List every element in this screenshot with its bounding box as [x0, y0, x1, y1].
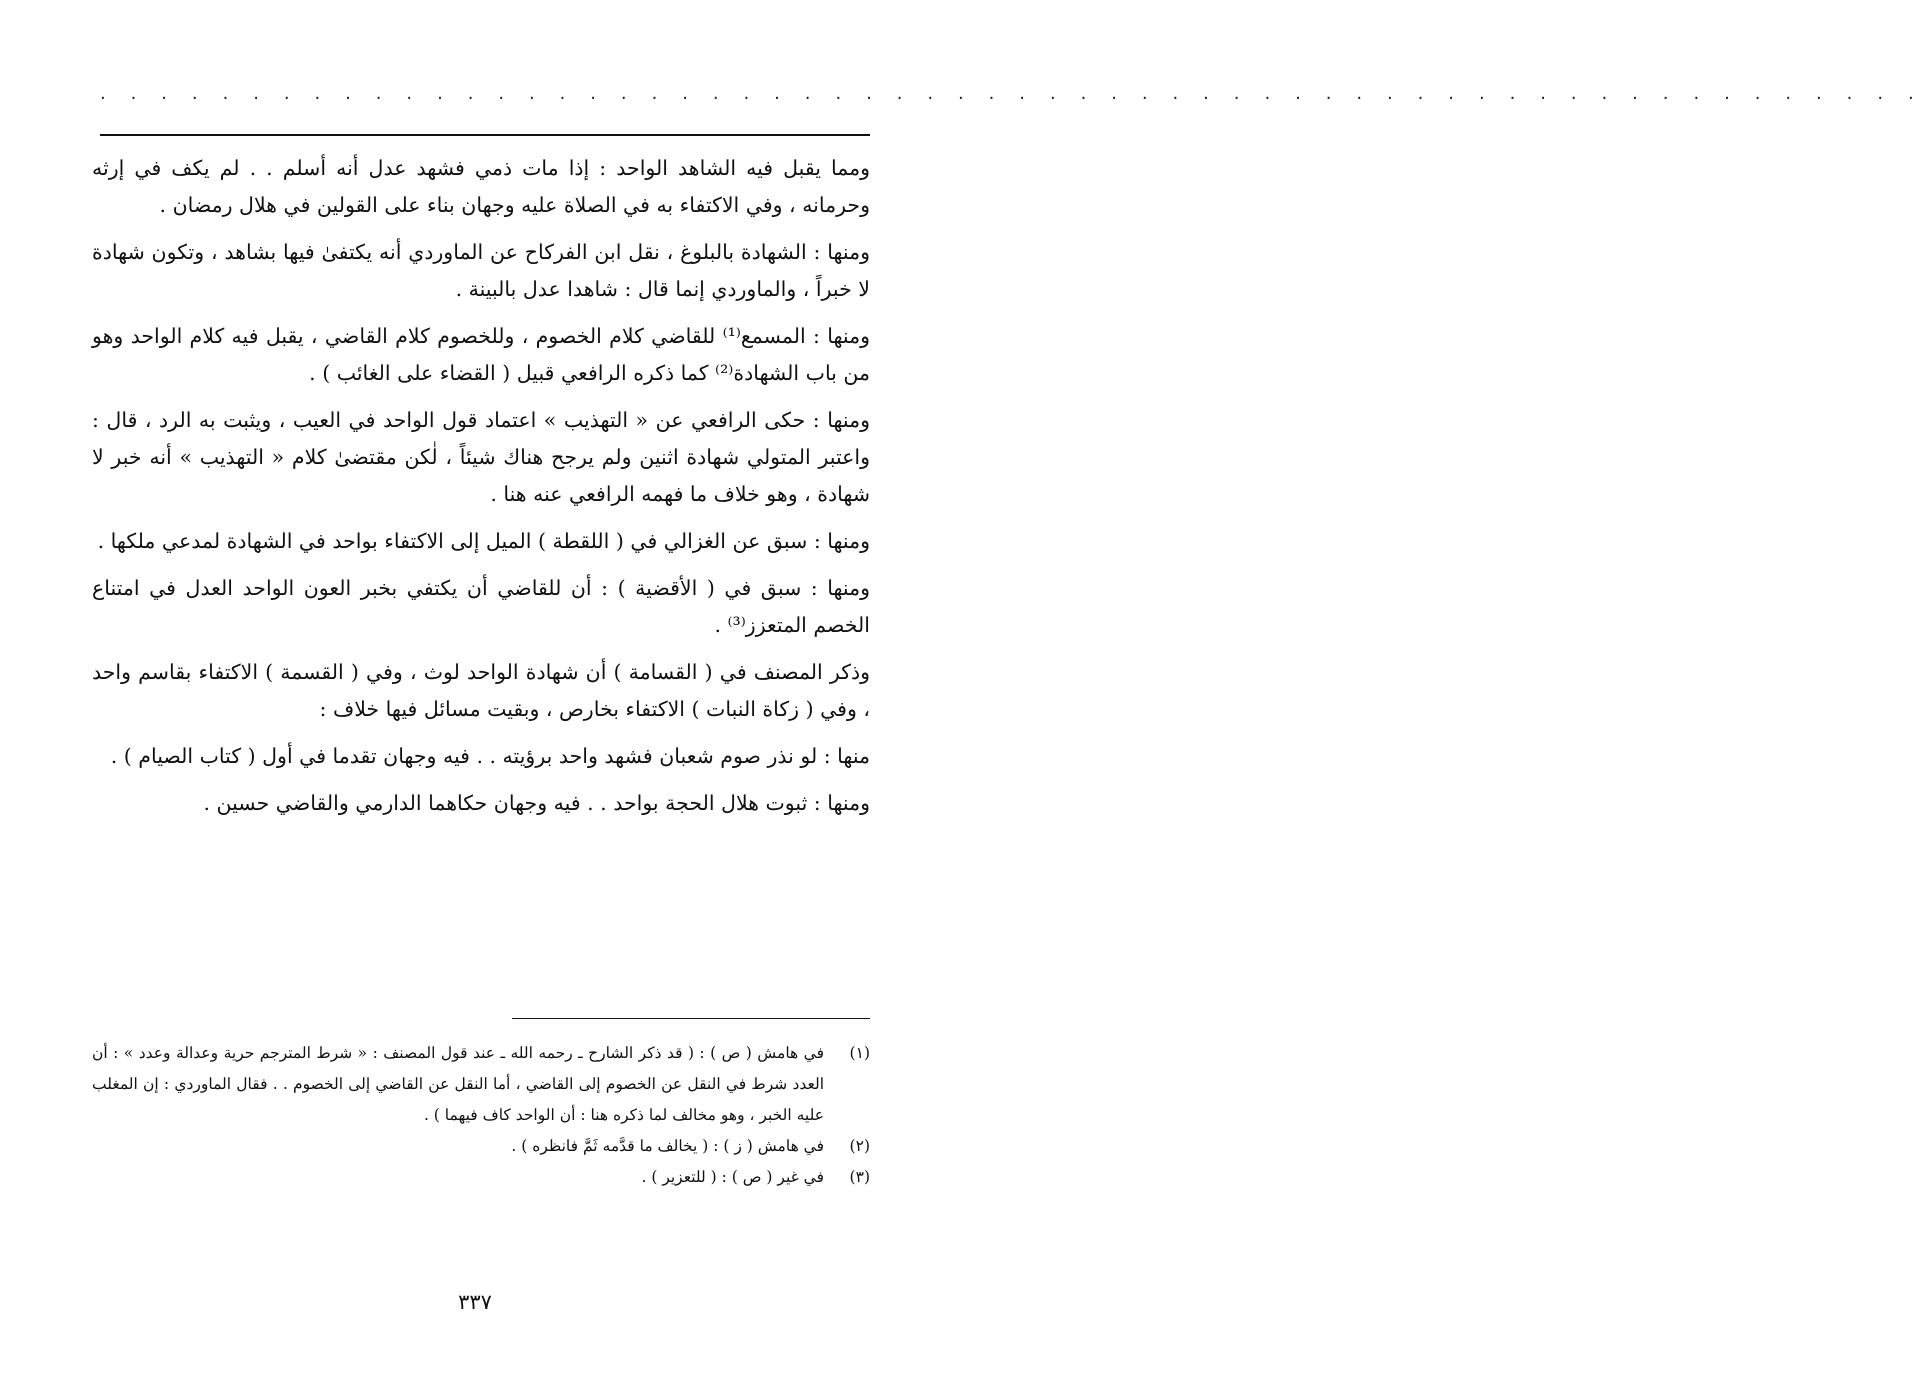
paragraph: ومنها : المسمع⁽¹⁾ للقاضي كلام الخصوم ، وللخصوم كلام القاضي ، يقبل فيه كلام الواحد وهو من باب الشهادة⁽²⁾ كما ذكره الرافعي قبيل ( القضاء على الغائب ) . [92, 324, 870, 385]
footnote-number: (٢) [849, 1137, 870, 1155]
main-text [92, 150, 870, 832]
footnote [92, 1162, 870, 1193]
footnote-separator [512, 1018, 870, 1019]
footnotes [92, 1038, 870, 1193]
header-dotted-line: . . . . . . . . . . . . . . . . . . . . . . . . . . . . . . . . . . . . . . . . . . . . . . . . . . . . . . . . . . . . [100, 83, 1923, 104]
paragraph: ومنها : حكى الرافعي عن « التهذيب » اعتماد قول الواحد في العيب ، ويثبت به الرد ، قال : واعتبر المتولي شهادة اثنين ولم يرجح هناك شيئاً ، لٰكن مقتضىٰ كلام « التهذيب » أنه خبر لا شهادة ، وهو خلاف ما فهمه الرافعي عنه هنا . [92, 408, 870, 506]
paragraph: ومما يقبل فيه الشاهد الواحد : إذا مات ذمي فشهد عدل أنه أسلم . . لم يكف في إرثه وحرمانه ، وفي الاكتفاء به في الصلاة عليه وجهان بناء على القولين في هلال رمضان . [92, 156, 870, 217]
paragraph: منها : لو نذر صوم شعبان فشهد واحد برؤيته . . فيه وجهان تقدما في أول ( كتاب الصيام ) . [110, 744, 870, 768]
footnote-text: في هامش ( ز ) : ( يخالف ما قدَّمه ثَمَّ فانظره ) . [511, 1137, 824, 1155]
footnote-number: (١) [849, 1044, 870, 1062]
footnote [92, 1038, 870, 1131]
footnote-text: في هامش ( ص ) : ( قد ذكر الشارح ـ رحمه الله ـ عند قول المصنف : « شرط المترجم حرية وعدالة وعدد » : أن العدد شرط في النقل عن الخصوم إلى القاضي ، أما النقل عن القاضي إلى الخصوم . . فقال الماوردي : إن المغلب عليه الخبر ، وهو مخالف لما ذكره هنا : أن الواحد كاف فيهما ) . [92, 1044, 824, 1124]
header-rule [100, 134, 870, 136]
paragraph: ومنها : سبق في ( الأقضية ) : أن للقاضي أن يكتفي بخبر العون الواحد العدل في امتناع الخصم المتعزز⁽³⁾ . [92, 576, 870, 637]
footnote-text: في غير ( ص ) : ( للتعزير ) . [641, 1168, 824, 1186]
footnote-number: (٣) [849, 1168, 870, 1186]
paragraph: ومنها : سبق عن الغزالي في ( اللقطة ) الميل إلى الاكتفاء بواحد في الشهادة لمدعي ملكها . [97, 529, 870, 553]
footnote [92, 1131, 870, 1162]
paragraph: ومنها : ثبوت هلال الحجة بواحد . . فيه وجهان حكاهما الدارمي والقاضي حسين . [203, 791, 870, 815]
paragraph: وذكر المصنف في ( القسامة ) أن شهادة الواحد لوث ، وفي ( القسمة ) الاكتفاء بقاسم واحد ، وفي ( زكاة النبات ) الاكتفاء بخارص ، وبقيت مسائل فيها خلاف : [92, 660, 870, 721]
page-number: ٣٣٧ [458, 1290, 492, 1314]
paragraph: ومنها : الشهادة بالبلوغ ، نقل ابن الفركاح عن الماوردي أنه يكتفىٰ فيها بشاهد ، وتكون شهادة لا خبراً ، والماوردي إنما قال : شاهدا عدل بالبينة . [92, 240, 870, 301]
